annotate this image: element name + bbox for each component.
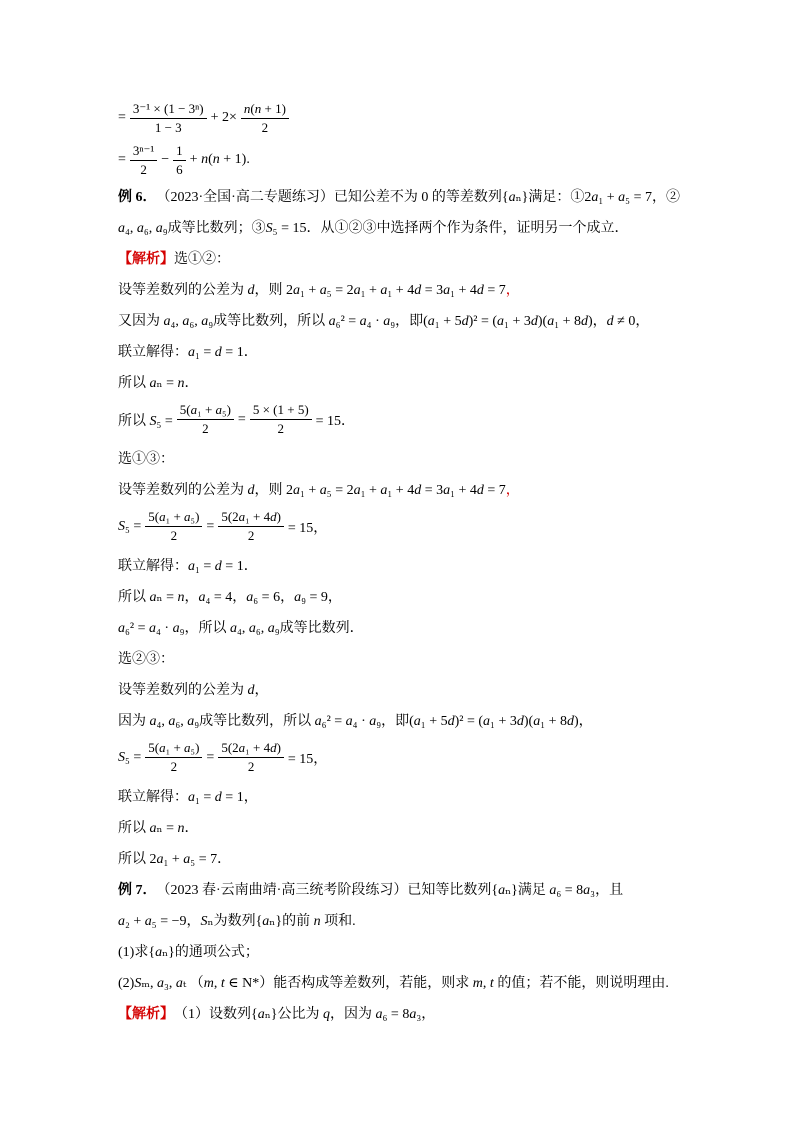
- formula-line-sum-result: [118, 140, 758, 180]
- fraction-numerator: 5 × (1 + 5): [250, 402, 312, 420]
- text-run: 所以 aₙ = n，a₄ = 4，a₆ = 6，a₉ = 9，: [118, 589, 342, 605]
- example-7-statement-line-1: [118, 873, 758, 904]
- equals-sign: =: [118, 110, 126, 125]
- text-run: 设等差数列的公差为 d，则 2a₁ + a₅ = 2a₁ + a₁ + 4d = 3a₁ + 4d = 7: [118, 482, 506, 498]
- solution-step-common-difference: [118, 473, 758, 504]
- solution-step-general-term: [118, 811, 758, 842]
- solution-choice-2-3-heading: [118, 642, 758, 673]
- text-run: 联立解得：a₁ = d = 1．: [118, 558, 258, 574]
- example-6-statement-line-1: [118, 180, 758, 211]
- equals-sign: =: [206, 749, 215, 765]
- text-run: = 15．: [315, 413, 356, 429]
- punctuation: ，: [505, 482, 520, 498]
- fraction-denominator: 2: [170, 528, 178, 543]
- formula-line-sum-step: [118, 96, 758, 140]
- text-run: 设等差数列的公差为 d，则 2a₁ + a₅ = 2a₁ + a₁ + 4d = 3a₁ + 4d = 7: [118, 282, 506, 298]
- fraction-denominator: 1 − 3: [154, 119, 182, 135]
- text-run: a₄, a₆, a₉成等比数列；③S₅ = 15．从①②③中选择两个作为条件，证明另一个成立．: [118, 220, 629, 236]
- text-run: 设等差数列的公差为 d，: [118, 682, 269, 698]
- solution-choice-1-3-heading: [118, 442, 758, 473]
- solution-label: 【解析】: [118, 1006, 174, 1022]
- fraction-denominator: 2: [247, 759, 255, 774]
- text-run: + n(n + 1).: [189, 152, 250, 167]
- text-run: 联立解得：a₁ = d = 1，: [118, 789, 258, 805]
- fraction: [145, 740, 202, 775]
- fraction-denominator: 2: [202, 421, 209, 436]
- fraction-denominator: 2: [247, 528, 255, 543]
- text-run: （2023 春·云南曲靖·高三统考阶段练习）已知等比数列{aₙ}满足 a₆ = 8a₃，且: [156, 882, 624, 898]
- punctuation: ，: [505, 282, 520, 298]
- text-run: + 2×: [210, 110, 237, 125]
- solution-step-terms: [118, 580, 758, 611]
- equals-sign: =: [237, 411, 246, 427]
- fraction-denominator: 2: [170, 759, 178, 774]
- solution-step-conclusion: [118, 842, 758, 873]
- example-label: 例 6．: [118, 189, 157, 205]
- fraction-numerator: 5(a₁ + a₅): [145, 740, 202, 758]
- text-run: (1)求{aₙ}的通项公式；: [118, 944, 259, 960]
- text-run: −: [161, 152, 170, 167]
- solution-step-common-difference: [118, 673, 758, 704]
- fraction: [241, 101, 289, 136]
- solution-step-solve: [118, 549, 758, 580]
- solution-step-common-difference: [118, 273, 758, 304]
- example-7-question-2: [118, 966, 758, 997]
- equals-sign: =: [118, 152, 126, 167]
- text-run: a₂ + a₅ = −9，Sₙ为数列{aₙ}的前 n 项和.: [118, 913, 356, 929]
- fraction-denominator: 2: [277, 421, 284, 436]
- solution-step-sum-s5: [118, 397, 758, 442]
- solution-step-sum-s5: [118, 735, 758, 780]
- text-run: 所以 S₅ =: [118, 413, 173, 429]
- example-7-question-1: [118, 935, 758, 966]
- example-label: 例 7．: [118, 882, 157, 898]
- fraction: [130, 101, 207, 136]
- text-run: S₅ =: [118, 749, 142, 765]
- solution-step-solve: [118, 335, 758, 366]
- fraction-numerator: 5(2a₁ + 4d): [218, 509, 284, 527]
- fraction: [145, 509, 202, 544]
- equals-sign: =: [206, 518, 215, 534]
- fraction-numerator: 3ⁿ⁻¹: [130, 143, 157, 161]
- text-run: (2)Sₘ, a₃, aₜ （m, t ∈ N*）能否构成等差数列，若能，则求 m, t 的值；若不能，则说明理由.: [118, 975, 669, 991]
- text-run: 又因为 a₄, a₆, a₉成等比数列，所以 a₆² = a₄ · a₉，即(a₁ + 5d)² = (a₁ + 3d)(a₁ + 8d)，d ≠ 0，: [118, 313, 650, 329]
- example-7-solution-start: [118, 997, 758, 1028]
- fraction-numerator: 1: [173, 143, 186, 161]
- fraction-numerator: 3⁻¹ × (1 − 3ⁿ): [130, 101, 207, 119]
- fraction: [177, 402, 234, 437]
- solution-step-general-term: [118, 366, 758, 397]
- solution-step-geometric-condition: [118, 304, 758, 335]
- fraction: [218, 509, 284, 544]
- fraction-denominator: 6: [176, 161, 183, 177]
- worksheet-page: [118, 96, 758, 1028]
- solution-step-geometric-condition: [118, 704, 758, 735]
- text-run: = 15，: [287, 751, 328, 767]
- text-run: 选①③：: [118, 451, 174, 467]
- text-run: （1）设数列{aₙ}公比为 q，因为 a₆ = 8a₃，: [174, 1006, 436, 1022]
- text-run: = 15，: [287, 520, 328, 536]
- fraction-numerator: 5(a₁ + a₅): [145, 509, 202, 527]
- solution-step-solve: [118, 780, 758, 811]
- example-7-statement-line-2: [118, 904, 758, 935]
- solution-label: 【解析】: [118, 251, 174, 267]
- text-run: 选①②：: [174, 251, 230, 267]
- fraction-numerator: n(n + 1): [241, 101, 289, 119]
- text-run: 选②③：: [118, 651, 174, 667]
- text-run: 所以 2a₁ + a₅ = 7．: [118, 851, 232, 867]
- text-run: （2023·全国·高二专题练习）已知公差不为 0 的等差数列{aₙ}满足：①2a₁ + a₅ = 7，②: [156, 189, 680, 205]
- solution-step-sum-s5: [118, 504, 758, 549]
- text-run: 所以 aₙ = n．: [118, 375, 199, 391]
- text-run: 因为 a₄, a₆, a₉成等比数列，所以 a₆² = a₄ · a₉，即(a₁ + 5d)² = (a₁ + 3d)(a₁ + 8d)，: [118, 713, 593, 729]
- fraction: [130, 143, 157, 178]
- text-run: a₆² = a₄ · a₉，所以 a₄, a₆, a₉成等比数列．: [118, 620, 364, 636]
- text-run: S₅ =: [118, 518, 142, 534]
- fraction: [173, 143, 186, 178]
- solution-choice-1-2-heading: [118, 242, 758, 273]
- solution-step-geometric-conclusion: [118, 611, 758, 642]
- text-run: 所以 aₙ = n．: [118, 820, 199, 836]
- fraction: [250, 402, 312, 437]
- text-run: 联立解得：a₁ = d = 1．: [118, 344, 258, 360]
- fraction: [218, 740, 284, 775]
- fraction-numerator: 5(2a₁ + 4d): [218, 740, 284, 758]
- fraction-denominator: 2: [140, 161, 147, 177]
- example-6-statement-line-2: [118, 211, 758, 242]
- fraction-denominator: 2: [261, 119, 269, 135]
- fraction-numerator: 5(a₁ + a₅): [177, 402, 234, 420]
